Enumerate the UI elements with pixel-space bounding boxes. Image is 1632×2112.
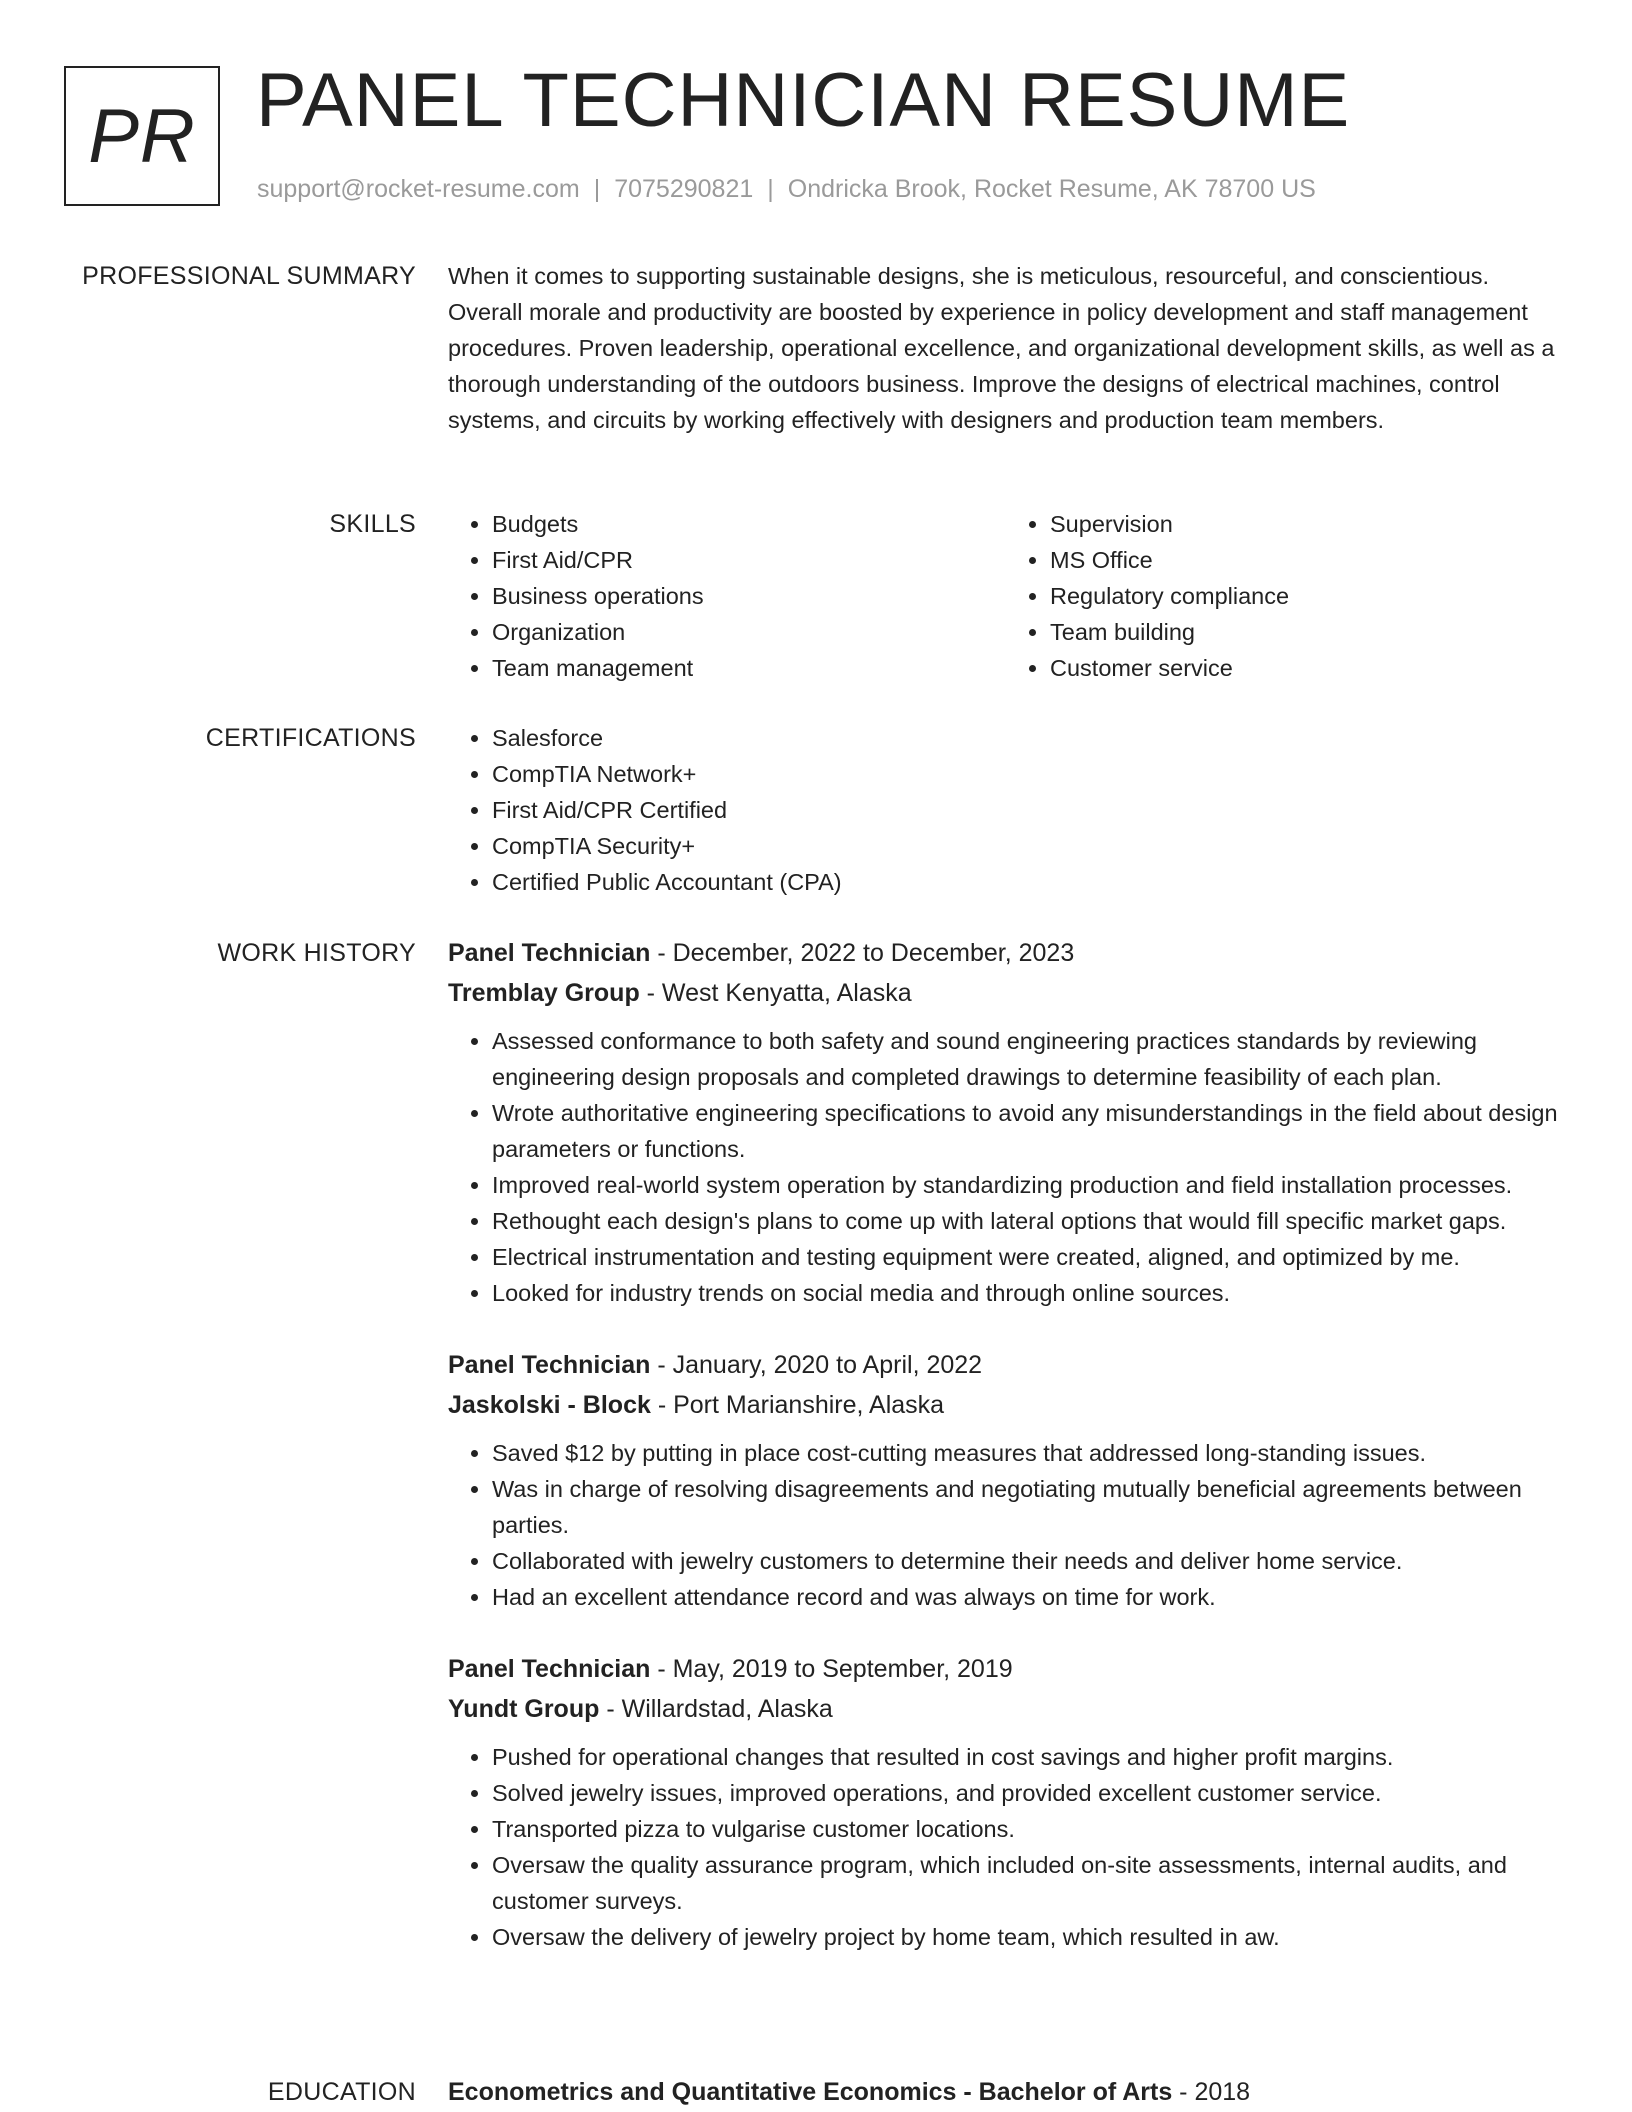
certification-item: • Salesforce [492,720,1564,756]
job-company: Tremblay Group [448,979,640,1007]
job-bullet: • Was in charge of resolving disagreements and negotiating mutually beneficial agreements between parties. [492,1471,1564,1543]
job-bullet: • Oversaw the delivery of jewelry project by home team, which resulted in aw. [492,1919,1564,1955]
job-company-line [448,1689,1564,1729]
contact-email[interactable]: support@rocket-resume.com [257,175,580,203]
skill-item: • Team building [1050,614,1564,650]
job-bullets [448,1435,1564,1615]
contact-separator: | [767,175,774,203]
job-dates: - January, 2020 to April, 2022 [650,1351,983,1379]
job-bullet: • Collaborated with jewelry customers to determine their needs and deliver home service. [492,1543,1564,1579]
education-body [448,2074,1564,2110]
job-bullet: • Transported pizza to vulgarise customer locations. [492,1811,1564,1847]
skill-item: • Supervision [1050,506,1564,542]
skill-item: • First Aid/CPR [492,542,1006,578]
contact-line [257,175,1316,204]
education-entry [448,2074,1564,2110]
page-title: PANEL TECHNICIAN RESUME [256,58,1351,143]
certification-item: • First Aid/CPR Certified [492,792,1564,828]
skill-item: • Business operations [492,578,1006,614]
skills-body [448,506,1564,686]
job-bullet: • Rethought each design's plans to come up with lateral options that would fill specific market gaps. [492,1203,1564,1239]
job-location: - Willardstad, Alaska [599,1695,833,1723]
skill-item: • MS Office [1050,542,1564,578]
job-location: - Port Marianshire, Alaska [650,1391,945,1419]
job-bullet: • Oversaw the quality assurance program, which included on-site assessments, internal audits, and customer surveys. [492,1847,1564,1919]
job-entry [448,1345,1564,1615]
job-bullet: • Pushed for operational changes that resulted in cost savings and higher profit margins. [492,1739,1564,1775]
section-label-summary: PROFESSIONAL SUMMARY [82,262,416,290]
certifications-body [448,720,1564,900]
certification-item: • CompTIA Security+ [492,828,1564,864]
education-degree: Econometrics and Quantitative Economics - Bachelor of Arts [448,2078,1173,2106]
certifications-list [448,720,1564,900]
job-bullet: • Had an excellent attendance record and was always on time for work. [492,1579,1564,1615]
section-label-education: EDUCATION [267,2078,416,2106]
job-title-line [448,933,1564,973]
job-bullets [448,1739,1564,1955]
job-company-line [448,973,1564,1013]
job-bullet: • Looked for industry trends on social media and through online sources. [492,1275,1564,1311]
skill-item: • Regulatory compliance [1050,578,1564,614]
job-bullet: • Improved real-world system operation by standardizing production and field installation processes. [492,1167,1564,1203]
certification-item: • Certified Public Accountant (CPA) [492,864,1564,900]
job-title-line [448,1345,1564,1385]
skills-list-left [448,506,1006,686]
contact-address: Ondricka Brook, Rocket Resume, AK 78700 US [787,175,1316,203]
job-title: Panel Technician [448,939,651,967]
job-bullets [448,1023,1564,1311]
job-location: - West Kenyatta, Alaska [639,979,912,1007]
job-title: Panel Technician [448,1351,651,1379]
job-dates: - December, 2022 to December, 2023 [650,939,1075,967]
job-bullet: • Saved $12 by putting in place cost-cutting measures that addressed long-standing issues. [492,1435,1564,1471]
skills-list-right [1006,506,1564,686]
skills-columns [448,506,1564,686]
education-year: - 2018 [1172,2078,1251,2106]
skill-item: • Budgets [492,506,1006,542]
section-label-skills: SKILLS [329,510,416,538]
job-title-line [448,1649,1564,1689]
job-entry [448,1649,1564,1955]
summary-text: When it comes to supporting sustainable designs, she is meticulous, resourceful, and conscientious. Overall morale and productivity are boosted by experience in policy development and staff management procedures. Proven leadership, operational excellence, and organizational development skills, as well as a thorough understanding of the outdoors business. Improve the designs of electrical machines, control systems, and circuits by working effectively with designers and production team members. [448,263,1555,433]
skill-item: • Team management [492,650,1006,686]
job-bullet: • Assessed conformance to both safety and sound engineering practices standards by reviewing engineering design proposals and completed drawings to determine feasibility of each plan. [492,1023,1564,1095]
skill-item: • Customer service [1050,650,1564,686]
job-entry [448,933,1564,1311]
monogram-logo: PR [64,66,220,206]
summary-body [448,258,1564,438]
skill-item: • Organization [492,614,1006,650]
job-company: Yundt Group [448,1695,600,1723]
contact-phone[interactable]: 7075290821 [614,175,754,203]
job-bullet: • Electrical instrumentation and testing equipment were created, aligned, and optimized by me. [492,1239,1564,1275]
job-bullet: • Solved jewelry issues, improved operations, and provided excellent customer service. [492,1775,1564,1811]
section-label-certifications: CERTIFICATIONS [205,724,416,752]
contact-separator: | [593,175,601,203]
work-history-body [448,933,1564,1989]
job-company-line [448,1385,1564,1425]
job-dates: - May, 2019 to September, 2019 [650,1655,1013,1683]
section-label-work-history: WORK HISTORY [217,939,416,967]
job-title: Panel Technician [448,1655,651,1683]
job-company: Jaskolski - Block [448,1391,651,1419]
certification-item: • CompTIA Network+ [492,756,1564,792]
job-bullet: • Wrote authoritative engineering specifications to avoid any misunderstandings in the field about design parameters or functions. [492,1095,1564,1167]
